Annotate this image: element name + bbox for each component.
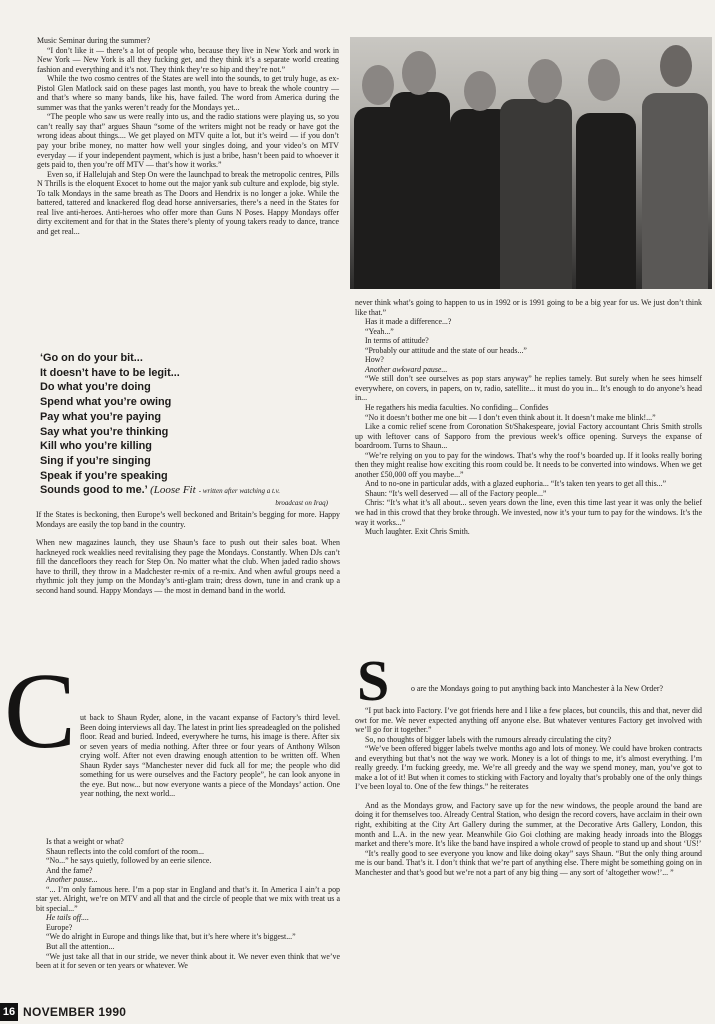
paragraph: While the two cosmo centres of the States are well into the sounds, to get truly huge, as ex-Pistol Glen Matlock said on these pages last month, you have to break the whole country — and that’s where so many bands, like his, have failed. The word from America during the summer was that the yanks weren’t ready for the Mondays yet... (37, 74, 339, 112)
paragraph: o are the Mondays going to put anything back into Manchester à la New Order? (411, 684, 663, 693)
paragraph: He tails off.... (46, 913, 89, 923)
paragraph: “We just take all that in our stride, we never think about it. We never even think that we’ve been at it for seven or ten years or whatever. We (36, 951, 340, 971)
lyric-line: ‘Go on do your bit... (40, 352, 143, 364)
paragraph: How? (365, 355, 384, 365)
lyric-line: Sing if you’re singing (40, 454, 151, 467)
lyric-credit-note-2: broadcast on Iraq) (275, 499, 328, 508)
lyric-credit: (Loose Fit (150, 484, 196, 497)
paragraph: Has it made a difference...? (365, 317, 452, 327)
paragraph: “It’s really good to see everyone you know and like doing okay” says Shaun. “But the only thing around me is our band. That’s it. I don’t think that we’re part of anything else. There might be something going on in Manchester and that’s good but we’re not a part of any big thing — any sort of ‘altogether wow!’... ” (355, 848, 702, 877)
lyric-line: Say what you’re thinking (40, 425, 169, 438)
lyric-line: It doesn’t have to be legit... (40, 366, 180, 379)
paragraph: Europe? (46, 922, 73, 932)
paragraph: And as the Mondays grow, and Factory save up for the new windows, the people around the band are doing it for themselves too. Already Central Station, who design the record covers, have acclaim in their own right, exhibiting at the City Art Gallery during the summer, at the Decorative Arts Gallery, London, this month and L.A. in the new year. Meanwhile Gio Goi clothing are making heady inroads into the Bloggs market and there’s more. It’s like the band have inspired a whole crowd of people to stand up and shout ‘US!’ (355, 800, 702, 849)
paragraph: Shaun reflects into the cold comfort of the room... (46, 846, 204, 856)
page-footer (0, 1001, 126, 1023)
paragraph: When new magazines launch, they use Shaun’s face to push out their sales boat. When hackneyed rock weaklies need revitalising they page the Mondays. Constantly. When DJs can’t fill the dancefloors they reach for Step On. No matter what the club. When jaded radio shows have to thrill, they throw in a Madchester re-mix of a re-mix. And when awful groups need a rhythmic jolt they jump on the Monday’s anti-glam train; dress down, tune in and crank up a second hand sound. Happy Mondays — the most in demand band in the world. (36, 538, 340, 595)
paragraph: Like a comic relief scene from Coronation St/Shakespeare, jovial Factory accountant Chris Smith strolls up with leftover cans of Sapporo from the previous week’s office opening. Surveys the expanse of boardroom. Turns to Shaun... (355, 422, 702, 451)
paragraph: “I don’t like it — there’s a lot of people who, because they live in New York and work in New York — New York is all they fucking get, and they think it’s a separate world creating fashion and everything and it’s not. They think they’re so hip and they’re not.” (37, 45, 339, 74)
paragraph: He regathers his media faculties. No confiding... Confides (365, 403, 549, 413)
article-column-left-bottom (36, 837, 340, 971)
paragraph: “Yeah...” (365, 326, 394, 336)
lyric-line: Kill who you’re killing (40, 440, 152, 453)
article-column-right-top (355, 298, 702, 537)
article-column-right-s (411, 684, 702, 694)
drop-cap-s: S (357, 648, 390, 713)
lyrics-quote (40, 351, 340, 507)
paragraph: If the States is beckoning, then Europe’s well beckoned and Britain’s begging for more. Happy Mondays are easily the top band in the country. (36, 510, 340, 529)
paragraph: But all the attention... (46, 942, 115, 952)
paragraph: Shaun: “It’s well deserved — all of the Factory people...” (365, 488, 547, 498)
paragraph: “I put back into Factory. I’ve got friends here and I like a few places, but councils, this and that, never did owt for me. We never expected anything off anyone else. But whatever ventures Factory get involved with we’ll go for it together.” (355, 706, 702, 735)
lyric-line: Pay what you’re paying (40, 410, 162, 423)
article-column-left-mid (36, 510, 340, 595)
paragraph: In terms of attitude? (365, 336, 429, 346)
paragraph: “We still don’t see ourselves as pop stars anyway” he replies tamely. But surely when he sees himself everywhere, on covers, in papers, on tv, radio, satellite... it must do you in... It’s enough to do anyone’s head in... (355, 374, 702, 403)
paragraph: Even so, if Hallelujah and Step On were the launchpad to break the metropolic centres, Pills N Thrills is the eloquent Exocet to home out the major yank sub culture and explode, big style. To talk Mondays in the same breath as The Doors and Hendrix is no longer a joke. While the battered, tattered and knackered flog dead horse anniversaries, there’s a need in the States for real live anti-heroes. Anti-heroes who offer more than Guns N Poses. Happy Mondays offer dirty excitement and for that in the States there’s plenty of young takers ready to dance, trance and get real... (37, 169, 339, 236)
paragraph: “... I’m only famous here. I’m a pop star in England and that’s it. In America I ain’t a pop star yet. Alright, we’re on MTV and all that and the circle of people that we mix with treat us a bit special...” (36, 884, 340, 913)
lyric-credit-note: - written after watching a t.v. (198, 487, 281, 496)
paragraph: And the fame? (46, 865, 93, 875)
band-photo (350, 37, 712, 289)
paragraph: Music Seminar during the summer? (37, 36, 151, 45)
article-column-right-bottom (355, 706, 702, 877)
paragraph: “We do alright in Europe and things like that, but it’s here where it’s biggest...” (46, 932, 296, 942)
paragraph: ut back to Shaun Ryder, alone, in the vacant expanse of Factory’s third level. Been doing interviews all day. The latest in print lies spreadeagled on the polished floor. Read and buried. Indeed, everywhere he turns, his image is there. After six or seven years of media nothing. After three or four years of Anthony Wilson crying wolf. After not even drawing enough attention to be written off. When Shaun Ryder says “Manchester never did fuck all for me; the people who did something for us were ourselves and the Factory people”, he can look anyone in the eye. But now... but now everyone wants a piece of the Mondays’ action. One year nothing, the next world... (80, 713, 340, 799)
paragraph: Another pause... (46, 875, 98, 885)
issue-date: NOVEMBER 1990 (23, 1005, 127, 1019)
paragraph: Much laughter. Exit Chris Smith. (365, 527, 470, 537)
paragraph: “The people who saw us were really into us, and the radio stations were playing us, so you can’t really say that” argues Shaun “some of the writers might not be ready or have got the wrong ideas about things.... We get played on MTV quite a lot, but it’s weird — if you don’t pay your bribe money, no matter how well your singles doing, and your video’s on MTV everyday — if your independent payment, which is just a bribe, hasn’t been paid to whoever it gets paid to, then you’re off MTV — that’s how it works.” (37, 112, 339, 170)
paragraph: “We’re relying on you to pay for the windows. That’s why the roof’s boarded up. If it looks really boring then they might realise how exciting this room could be. It needs to be converted into windows. When we get another £50,000 off you maybe...” (355, 450, 702, 479)
page-number: 16 (0, 1003, 18, 1021)
drop-cap-c: C (4, 652, 77, 771)
paragraph: “We’ve been offered bigger labels twelve months ago and lots of money. We could have broken contracts and everything but that’s not the way we work. Money is a lot of things to me, it’s almost everything. I’m really greedy. I’m fucking greedy, me. We’re all greedy and the way we spend money, man, you’ve got to make a lot of it! But when it comes to sticking with Factory and loyalty that’s probably one of the only things I’ve been loyal to. One of the few things.” he reiterates (355, 744, 702, 792)
lyric-line: Speak if you’re speaking (40, 469, 168, 482)
paragraph: Is that a weight or what? (46, 837, 124, 846)
paragraph: “No it doesn’t bother me one bit — I don’t even think about it. It doesn’t make me blink!...” (365, 412, 656, 422)
paragraph: Chris: “It’s what it’s all about... seven years down the line, even this time last year it was only the belief we had in this crowd that they broke through. We invested, now it’s your turn to pay for the windows. It’s the way it works...” (355, 498, 702, 527)
lyric-line: Do what you’re doing (40, 381, 151, 394)
paragraph: “No...” he says quietly, followed by an eerie silence. (46, 856, 212, 866)
paragraph: never think what’s going to happen to us in 1992 or is 1991 going to be a big year for us. We just don’t think like that.” (355, 298, 702, 317)
lyric-line: Spend what you’re owing (40, 396, 172, 409)
lyric-text: Sounds good to me.’ (40, 484, 148, 497)
lyric-line-last (40, 483, 340, 499)
article-column-left-top (37, 36, 339, 236)
paragraph: So, no thoughts of bigger labels with the rumours already circulating the city? (365, 734, 612, 744)
paragraph: Another awkward pause... (365, 364, 448, 374)
paragraph: “Probably our attitude and the state of our heads...” (365, 345, 527, 355)
paragraph: And to no-one in particular adds, with a glazed euphoria... “It’s taken ten years to get all this...” (365, 479, 667, 489)
article-column-left-c (80, 713, 340, 799)
